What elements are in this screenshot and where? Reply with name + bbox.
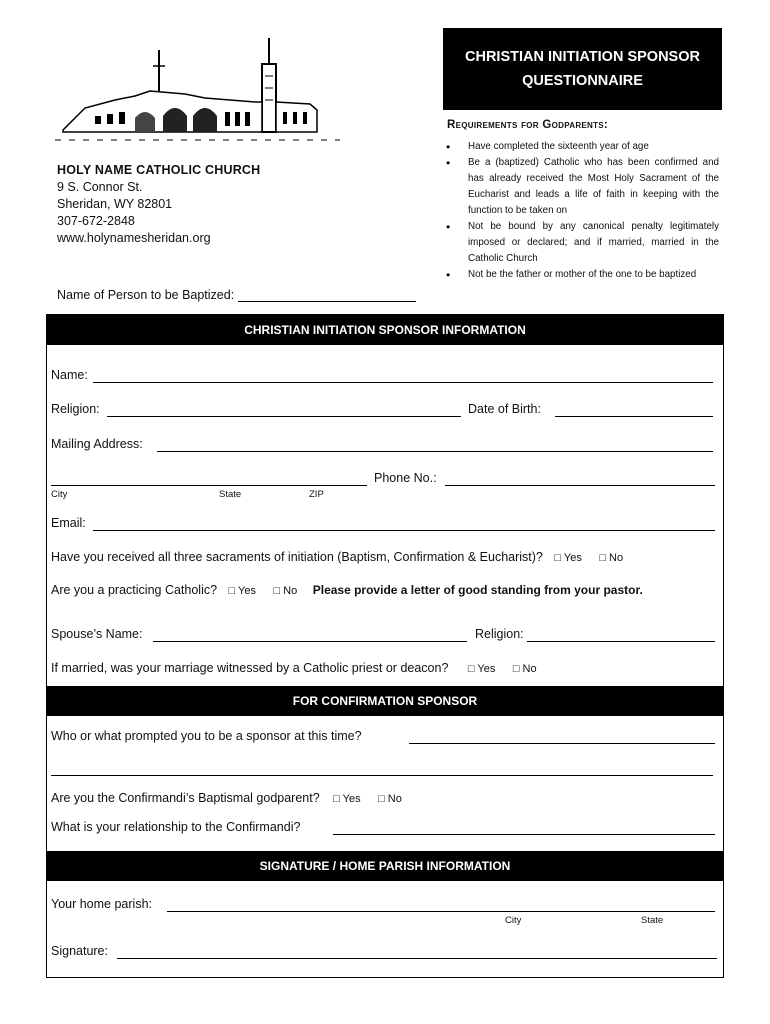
state-caption: State [219, 489, 242, 500]
relationship-field[interactable] [333, 834, 715, 835]
sacraments-row [51, 550, 623, 564]
phone-label: Phone No.: [374, 471, 437, 485]
requirements-heading: Requirements for Godparents: [447, 119, 609, 131]
prompted-label: Who or what prompted you to be a sponsor at this time? [51, 729, 362, 743]
church-logo [55, 36, 340, 151]
church-phone: 307-672-2848 [57, 214, 135, 228]
prompted-field[interactable] [409, 743, 715, 744]
practicing-row [51, 583, 643, 597]
section-sponsor-info: CHRISTIAN INITIATION SPONSOR INFORMATION [47, 315, 723, 345]
married-question: If married, was your marriage witnessed by a Catholic priest or deacon? [51, 661, 449, 675]
zip-caption: ZIP [309, 489, 324, 500]
spouse-religion-label: Religion: [475, 627, 524, 641]
mailing-address-field[interactable] [157, 451, 713, 452]
form-title-line2: QUESTIONNAIRE [522, 73, 643, 89]
sponsor-form [46, 314, 724, 978]
requirement-item: • Not be bound by any canonical penalty legitimately imposed or declared; and if married, married in the Catholic Church [444, 219, 719, 267]
form-title [443, 28, 722, 110]
requirement-item: • Be a (baptized) Catholic who has been confirmed and has already received the Most Holy Sacrament of the Eucharist and leads a life of faith in keeping with the function to be taken on [444, 155, 719, 219]
good-standing-note: Please provide a letter of good standing from your pastor. [312, 583, 643, 597]
baptized-name-label: Name of Person to be Baptized: [57, 288, 235, 302]
practicing-question: Are you a practicing Catholic? [51, 583, 218, 597]
church-address: 9 S. Connor St. [57, 180, 143, 194]
requirements-list [444, 139, 719, 283]
baptized-name-row [57, 288, 416, 302]
church-city-state: Sheridan, WY 82801 [57, 197, 173, 211]
sacraments-no-checkbox[interactable]: □ No [599, 552, 624, 564]
practicing-no-checkbox[interactable]: □ No [273, 585, 298, 597]
church-name: HOLY NAME CATHOLIC CHURCH [57, 163, 261, 177]
phone-field[interactable] [445, 485, 715, 486]
mailing-address-label: Mailing Address: [51, 437, 143, 451]
name-label: Name: [51, 368, 88, 382]
spouse-religion-field[interactable] [527, 641, 715, 642]
email-field[interactable] [93, 530, 715, 531]
sacraments-question: Have you received all three sacraments of initiation (Baptism, Confirmation & Eucharist)? [51, 550, 543, 564]
requirement-item: • Not be the father or mother of the one to be baptized [444, 267, 719, 283]
religion-label: Religion: [51, 402, 100, 416]
dob-field[interactable] [555, 416, 713, 417]
form-title-line1: CHRISTIAN INITIATION SPONSOR [465, 49, 700, 65]
church-website: www.holynamesheridan.org [57, 231, 211, 245]
practicing-yes-checkbox[interactable]: □ Yes [228, 585, 256, 597]
name-field[interactable] [93, 382, 713, 383]
married-row [51, 661, 537, 675]
religion-field[interactable] [107, 416, 461, 417]
signature-label: Signature: [51, 944, 108, 958]
section-confirmation: FOR CONFIRMATION SPONSOR [47, 686, 723, 716]
city-state-zip-field[interactable] [51, 485, 367, 486]
signature-field[interactable] [117, 958, 717, 959]
baptized-name-field[interactable] [238, 301, 416, 302]
parish-state-caption: State [641, 915, 664, 926]
relationship-label: What is your relationship to the Confirmandi? [51, 820, 301, 834]
section-signature: SIGNATURE / HOME PARISH INFORMATION [47, 851, 723, 881]
church-info [57, 162, 260, 247]
email-label: Email: [51, 516, 86, 530]
godparent-row [51, 791, 402, 805]
home-parish-field[interactable] [167, 911, 715, 912]
godparent-question: Are you the Confirmandi’s Baptismal godparent? [51, 791, 320, 805]
home-parish-label: Your home parish: [51, 897, 152, 911]
godparent-no-checkbox[interactable]: □ No [378, 793, 402, 805]
married-no-checkbox[interactable]: □ No [512, 663, 537, 675]
godparent-yes-checkbox[interactable]: □ Yes [333, 793, 361, 805]
sacraments-yes-checkbox[interactable]: □ Yes [554, 552, 582, 564]
dob-label: Date of Birth: [468, 402, 541, 416]
prompted-field-line2[interactable] [51, 775, 713, 776]
married-yes-checkbox[interactable]: □ Yes [467, 663, 496, 675]
city-caption: City [51, 489, 68, 500]
requirement-item: • Have completed the sixteenth year of age [444, 139, 719, 155]
spouse-name-field[interactable] [153, 641, 467, 642]
parish-city-caption: City [505, 915, 522, 926]
spouse-name-label: Spouse’s Name: [51, 627, 143, 641]
